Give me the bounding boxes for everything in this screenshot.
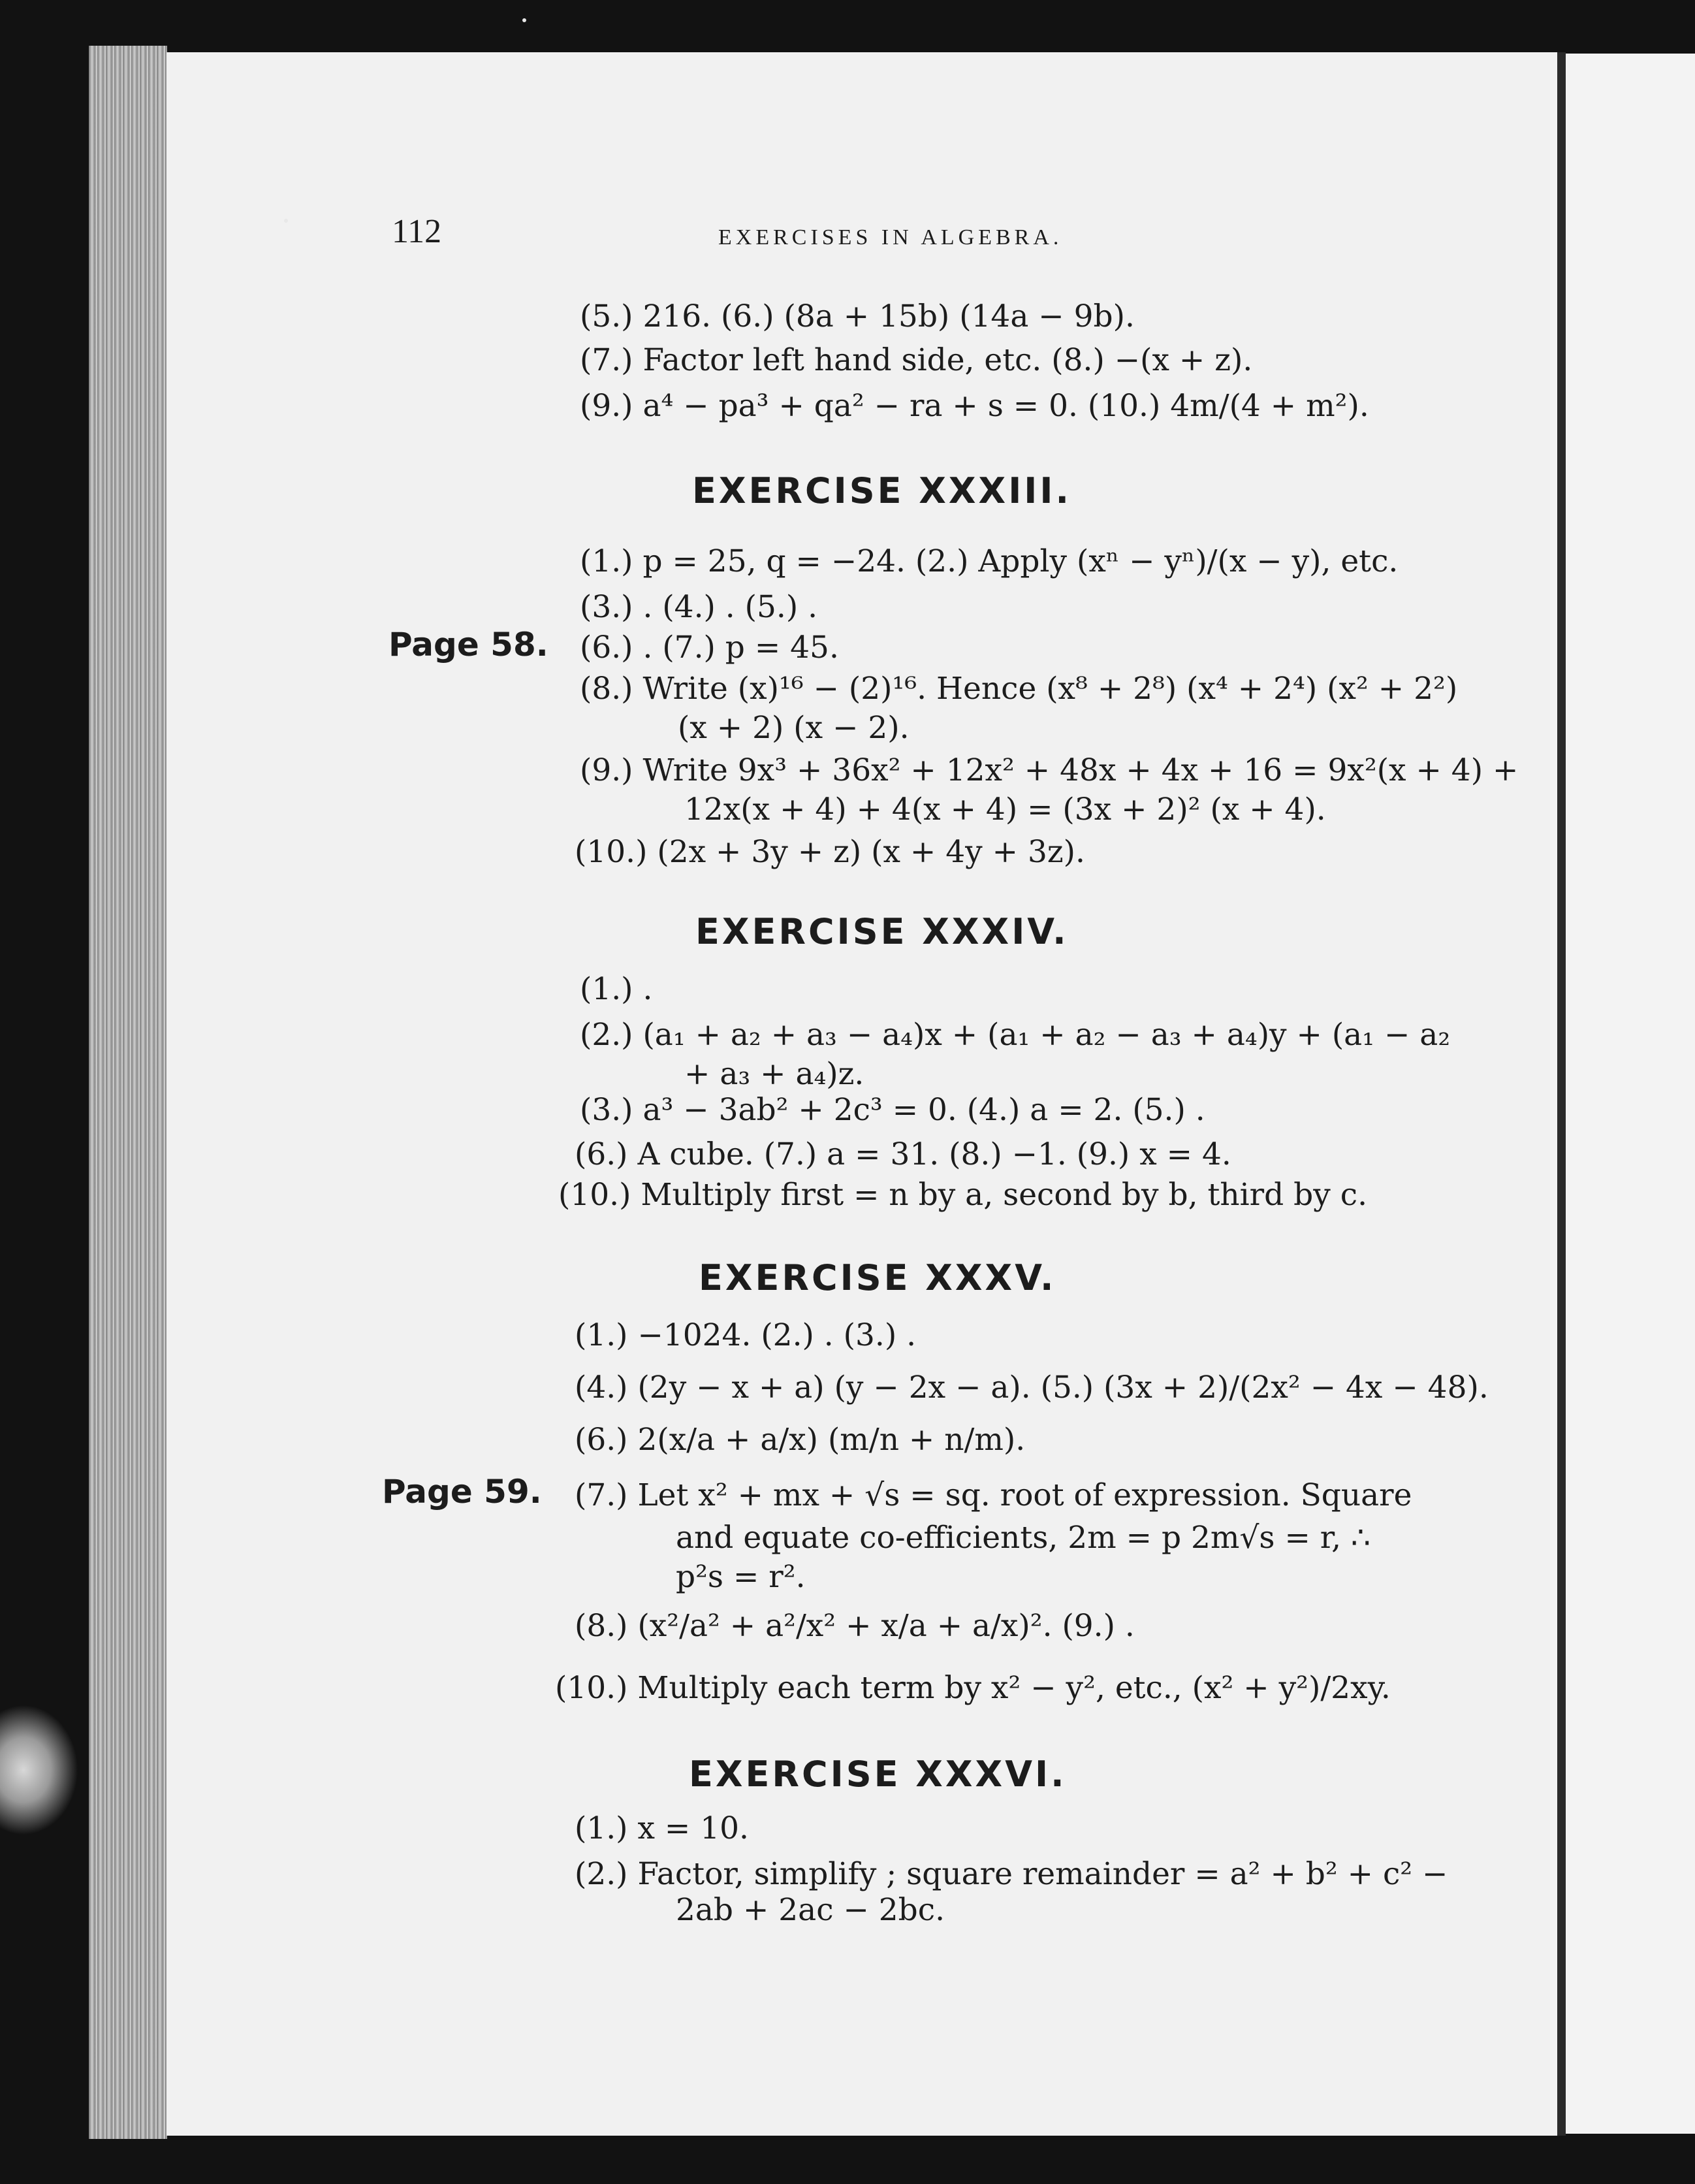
exercise-heading: EXERCISE XXXIV. (695, 911, 1069, 952)
answer-line: (6.) . (7.) p = 45. (580, 630, 839, 666)
exercise-heading: EXERCISE XXXIII. (692, 470, 1071, 511)
facing-page-edge (1566, 54, 1695, 2134)
answer-line: (7.) Let x² + mx + √s = sq. root of expression. Square (575, 1477, 1412, 1513)
answer-line: (10.) (2x + 3y + z) (x + 4y + 3z). (575, 834, 1085, 870)
answer-line: (2.) (a₁ + a₂ + a₃ − a₄)x + (a₁ + a₂ − a₃ + a₄)y + (a₁ − a₂ (580, 1017, 1451, 1053)
scan-stain (0, 1705, 78, 1835)
answer-line: (6.) A cube. (7.) a = 31. (8.) −1. (9.) x = 4. (575, 1136, 1231, 1172)
answer-line: (4.) (2y − x + a) (y − 2x − a). (5.) (3x + 2)/(2x² − 4x − 48). (575, 1370, 1489, 1405)
answer-line-continuation: p²s = r². (676, 1559, 806, 1595)
answer-line-continuation: + a₃ + a₄)z. (684, 1056, 864, 1092)
dust-speck (284, 219, 288, 223)
margin-note-page-58: Page 58. (388, 626, 548, 664)
answer-line: (10.) Multiply each term by x² − y², etc., (x² + y²)/2xy. (555, 1670, 1391, 1706)
answer-line: (1.) x = 10. (575, 1810, 749, 1846)
answer-line: (9.) Write 9x³ + 36x² + 12x² + 48x + 4x + 16 = 9x²(x + 4) + (580, 752, 1519, 788)
answer-line: (1.) p = 25, q = −24. (2.) Apply (xⁿ − yⁿ)/(x − y), etc. (580, 543, 1399, 579)
exercise-heading: EXERCISE XXXVI. (689, 1754, 1067, 1795)
answer-line: (1.) −1024. (2.) . (3.) . (575, 1317, 917, 1353)
answer-line: (5.) 216. (6.) (8a + 15b) (14a − 9b). (580, 298, 1135, 334)
answer-line-continuation: 2ab + 2ac − 2bc. (676, 1892, 945, 1928)
margin-note-page-59: Page 59. (382, 1473, 542, 1511)
page-number: 112 (392, 213, 442, 250)
answer-line: (3.) a³ − 3ab² + 2c³ = 0. (4.) a = 2. (5.) . (580, 1092, 1205, 1128)
running-title: EXERCISES IN ALGEBRA. (718, 225, 1063, 249)
dust-speck (522, 18, 526, 22)
page-gutter (1557, 52, 1566, 2136)
answer-line: (8.) Write (x)¹⁶ − (2)¹⁶. Hence (x⁸ + 2⁸) (x⁴ + 2⁴) (x² + 2²) (580, 671, 1458, 707)
answer-line: (9.) a⁴ − pa³ + qa² − ra + s = 0. (10.) 4m/(4 + m²). (580, 388, 1369, 424)
answer-line: (8.) (x²/a² + a²/x² + x/a + a/x)². (9.) . (575, 1608, 1135, 1644)
answer-line-continuation: 12x(x + 4) + 4(x + 4) = (3x + 2)² (x + 4). (684, 792, 1326, 827)
answer-line: (10.) Multiply first = n by a, second by b, third by c. (558, 1177, 1368, 1213)
answer-line: (1.) . (580, 971, 653, 1007)
answer-line-continuation: and equate co-efficients, 2m = p 2m√s = r, ∴ (676, 1520, 1370, 1556)
answer-line-continuation: (x + 2) (x − 2). (678, 710, 910, 746)
answer-line: (6.) 2(x/a + a/x) (m/n + n/m). (575, 1422, 1026, 1458)
answer-line: (7.) Factor left hand side, etc. (8.) −(x + z). (580, 342, 1253, 378)
answer-line: (2.) Factor, simplify ; square remainder = a² + b² + c² − (575, 1856, 1448, 1892)
book-edge (89, 46, 167, 2139)
answer-line: (3.) . (4.) . (5.) . (580, 589, 818, 625)
exercise-heading: EXERCISE XXXV. (699, 1257, 1056, 1298)
